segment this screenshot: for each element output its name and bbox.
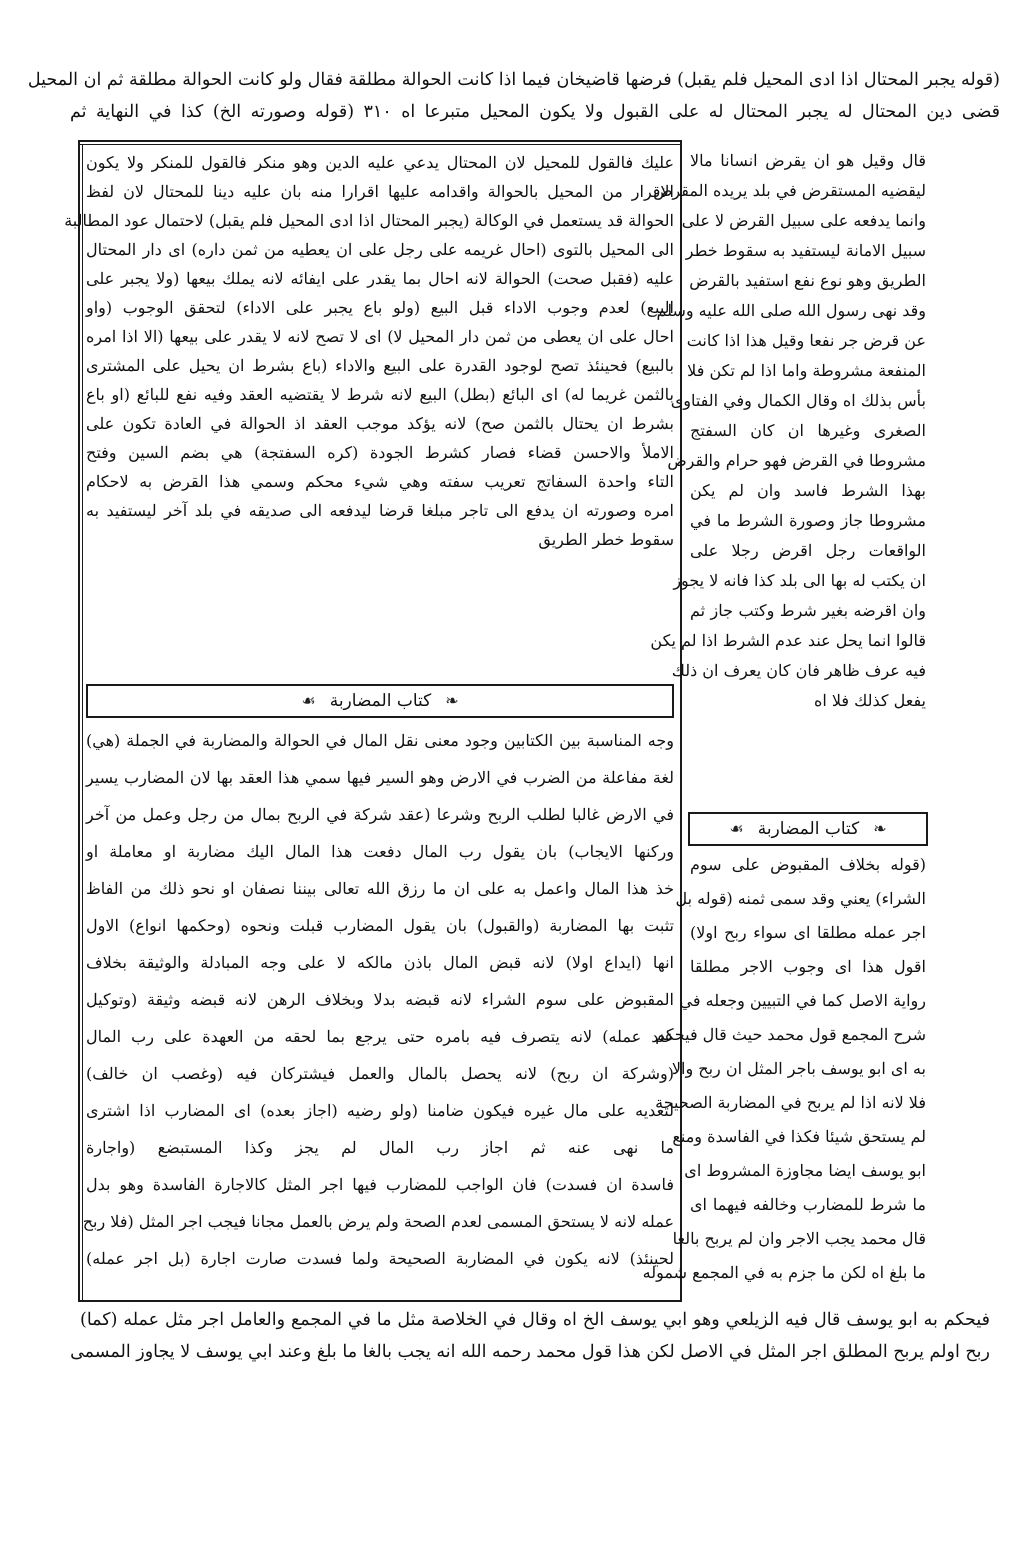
main-text-line: خذ هذا المال واعمل به على ان ما رزق الله تعالى بيننا نصفان او نحو ذلك من الفاظ <box>86 879 674 898</box>
side-text-line: ما بلغ اه لكن ما جزم به في المجمع شموله <box>642 1263 926 1282</box>
side-text-line: الطريق وهو نوع نفع استفيد بالقرض <box>689 271 926 290</box>
side-text-line: بأس بذلك اه وقال الكمال وفي الفتاوى <box>670 391 926 410</box>
main-text-line: البيع) لعدم وجوب الاداء قبل البيع (ولو باع يجبر على الاداء) لتحقق الوجوب (واو <box>86 298 674 317</box>
main-text-line: وجه المناسبة بين الكتابين وجود معنى نقل المال في الحوالة والمضاربة في الجملة (هي) <box>86 731 674 750</box>
main-text-line: بالثمن غريما له) اى البائع (بطل) البيع لانه شرط لا يقتضيه العقد وفيه نفع للبائع (او باع <box>86 385 674 404</box>
side-text-line: شرح المجمع قول محمد حيث قال فيحكم <box>655 1025 926 1044</box>
main-text-line: لتعديه على مال غيره فيكون ضامنا (ولو رضيه (اجاز بعده) اى المضارب اذا اشترى <box>86 1101 675 1120</box>
main-text-line: بشرط ان يحتال بالثمن صح) لانه يؤكد موجب العقد اذ الحوالة في العادة تكون على <box>86 414 674 433</box>
main-text-line: سقوط خطر الطريق <box>538 530 674 549</box>
side-text-line: ليقضيه المستقرض في بلد يريده المقرض <box>653 181 926 200</box>
side-text-line: ان يكتب له بها الى بلد كذا فانه لا يجوز <box>673 571 926 590</box>
side-text-line: فيه عرف ظاهر فان كان يعرف ان ذلك <box>671 661 926 680</box>
main-text-line: التاء واحدة السفاتج تعريب سفته وهي شيء محكم وسمي هذا القرض به لاحكام <box>86 472 674 491</box>
main-text-line: ما نهى عنه ثم اجاز رب المال لم يجز وكذا المستبضع (واجارة <box>86 1138 674 1157</box>
side-text-line: عن قرض جر نفعا وقيل هذا اذا كانت <box>686 331 926 350</box>
side-text-line: لم يستحق شيئا فكذا في الفاسدة ومنع <box>672 1127 926 1146</box>
main-text-line: لحينئذ) لانه يكون في المضاربة الصحيحة ولما فسدت صارت اجارة (بل اجر عمله) <box>86 1249 674 1268</box>
side-book-header <box>688 812 928 846</box>
header-line: قضى دين المحتال له يجبر المحتال له على القبول ولا يكون المحيل متبرعا اه ٣١٠ (قوله وصورته الخ) كذا في النهاية ثم <box>70 102 1001 122</box>
side-text-line: قال وقيل هو ان يقرض انسانا مالا <box>690 151 926 170</box>
side-text-line: (قوله بخلاف المقبوض على سوم <box>690 855 926 874</box>
side-text-line: وقد نهى رسول الله صلى الله عليه وسلم <box>656 301 926 320</box>
side-text-line: به اى ابو يوسف باجر المثل ان ربح والا <box>671 1059 926 1078</box>
main-text-line: عمله لانه لا يستحق المسمى لعدم الصحة ولم يرض بالعمل مجانا فيجب اجر المثل (فلا ربح <box>82 1212 674 1231</box>
main-text-line: عليك فالقول للمحيل لان المحتال يدعي عليه الدين وهو منكر فالقول للمنكر ولا يكون <box>86 153 674 172</box>
main-text-line: بالبيع) فحينئذ تصح لوجود القدرة على البيع والاداء (باع بشرط ان يحيل على المشترى <box>86 356 674 375</box>
side-text-line: الشراء) يعني وقد سمى ثمنه (قوله بل <box>675 889 926 908</box>
main-text-line: الاقرار من المحيل بالحوالة واقدامه عليها اقرارا منه بان عليه دينا للمحتال لان لفظ <box>86 182 674 201</box>
main-text-line: عليه (فقبل صحت) الحوالة لانه احال بما يقدر على ايفائه لانه يملك بيعها (ولا يجبر على <box>86 269 674 288</box>
side-text-line: اجر عمله مطلقا اى سواء ربح اولا) <box>690 923 926 942</box>
side-text-line: ما شرط للمضارب وخالفه فيهما اى <box>690 1195 926 1214</box>
side-text-line: سبيل الامانة ليستفيد به سقوط خطر <box>685 241 926 260</box>
side-text-line: المنفعة مشروطة واما اذا لم تكن فلا <box>687 361 926 380</box>
frame-rule-left <box>78 140 80 1302</box>
main-text-line: لغة مفاعلة من الضرب في الارض وهو السير فيها سمي هذا العقد بها لان المضارب يسير <box>86 768 674 787</box>
side-text-line: قالوا انما يحل عند عدم الشرط اذا لم يكن <box>650 631 926 650</box>
frame-rule-bottom <box>78 1300 682 1302</box>
ornament-icon: ❧ <box>445 691 459 710</box>
side-text-line: اقول هذا اى وجوب الاجر مطلقا <box>690 957 926 976</box>
side-text-line: ابو يوسف ايضا مجاوزة المشروط اى <box>684 1161 926 1180</box>
header-line: (قوله يجبر المحتال اذا ادى المحيل فلم يقبل) فرضها قاضيخان فيما اذا كانت الحوالة مطلقة فقال ولو كانت الحوالة مطلقة ثم ان المحيل <box>27 70 1000 90</box>
main-text-line: الحوالة قد يستعمل في الوكالة (يجبر المحتال اذا ادى المحيل فلم يقبل) لاحتمال عود المطالبة <box>64 211 674 230</box>
ornament-icon: ❧ <box>873 819 887 838</box>
main-text-line: عند عمله) لانه يتصرف فيه بامره حتى يرجع بما لحقه من العهدة على رب المال <box>86 1027 674 1046</box>
main-text-line: (وشركة ان ربح) لانه يحصل بالمال والعمل فيشتركان فيه (وغصب ان خالف) <box>86 1064 674 1083</box>
side-text-line: وان اقرضه بغير شرط وكتب جاز ثم <box>690 601 926 620</box>
main-book-title: كتاب المضاربة <box>329 690 432 711</box>
main-text-line: امره وصورته ان يدفع الى تاجر مبلغا قرضا ليدفعه الى صديقه في بلد آخر ليستفيد به <box>86 501 674 520</box>
side-text-line: فلا لانه اذا لم يربح في المضاربة الصحيحة <box>655 1093 926 1112</box>
footer-line: ربح اولم يربح المطلق اجر المثل في الاصل لكن هذا قول محمد رحمه الله انه يجب بالغا ما بلغ وعند ابي يوسف لا يجاوز المسمى <box>70 1342 990 1362</box>
ornament-icon: ☙ <box>729 819 744 838</box>
main-text-line: الى المحيل بالتوى (احال غريمه على رجل على ان يعطيه من ثمن داره) اى دار المحتال <box>86 240 674 259</box>
main-text-line: فاسدة ان فسدت) فان الواجب للمضارب فيها اجر المثل كالاجارة الفاسدة وهو بدل <box>86 1175 674 1194</box>
side-text-line: بهذا الشرط فاسد وان لم يكن <box>690 481 926 500</box>
frame-rule-left-inner <box>82 144 83 1300</box>
main-text-line: الاملأ والاحسن قضاء فصار كشرط الجودة (كره السفتجة) هي بضم السين وفتح <box>86 443 674 462</box>
side-book-title: كتاب المضاربة <box>757 818 860 839</box>
frame-rule-top-inner <box>78 144 682 145</box>
side-text-line: رواية الاصل كما في التبيين وجعله في <box>679 991 926 1010</box>
side-text-line: قال محمد يجب الاجر وان لم يربح بالغا <box>672 1229 926 1248</box>
main-text-line: احال على ان يعطى من ثمن دار المحيل لا) اى لا تصح لانه لا يقدر على بيعها (الا اذا امره <box>86 327 674 346</box>
ornament-icon: ☙ <box>301 691 316 710</box>
main-text-line: في الارض غالبا لطلب الربح وشرعا (عقد شركة في الربح بمال من رجل وعمل من آخر <box>86 805 674 824</box>
main-book-header <box>86 684 674 718</box>
main-text-line: وركنها الايجاب) بان يقول رب المال دفعت هذا المال اليك مضاربة او معاملة او <box>86 842 674 861</box>
main-text-line: تثبت بها المضاربة (والقبول) بان يقول المضارب قبلت ونحوه (وحكمها انواع) الاول <box>86 916 674 935</box>
side-text-line: يفعل كذلك فلا اه <box>813 691 926 710</box>
side-text-line: مشروطا في القرض فهو حرام والقرض <box>667 451 926 470</box>
side-text-line: الواقعات رجل اقرض رجلا على <box>690 541 926 560</box>
main-text-line: المقبوض على سوم الشراء لانه قبضه بدلا وبخلاف الرهن لانه قبضه وثيقة (وتوكيل <box>86 990 674 1009</box>
main-text-line: انها (ايداع اولا) لانه قبض المال باذن مالكه لا على وجه المبادلة والوثيقة بخلاف <box>86 953 674 972</box>
frame-rule-top <box>78 140 682 142</box>
footer-line: فيحكم به ابو يوسف قال فيه الزيلعي وهو ابي يوسف الخ اه وقال في الخلاصة مثل ما في المجمع والعامل اجر مثل عمله (كما) <box>80 1310 990 1330</box>
side-text-line: الصغرى وغيرها ان كان السفتج <box>690 421 926 440</box>
side-text-line: وانما يدفعه على سبيل القرض لا على <box>681 211 926 230</box>
side-text-line: مشروطا جاز وصورة الشرط ما في <box>690 511 926 530</box>
